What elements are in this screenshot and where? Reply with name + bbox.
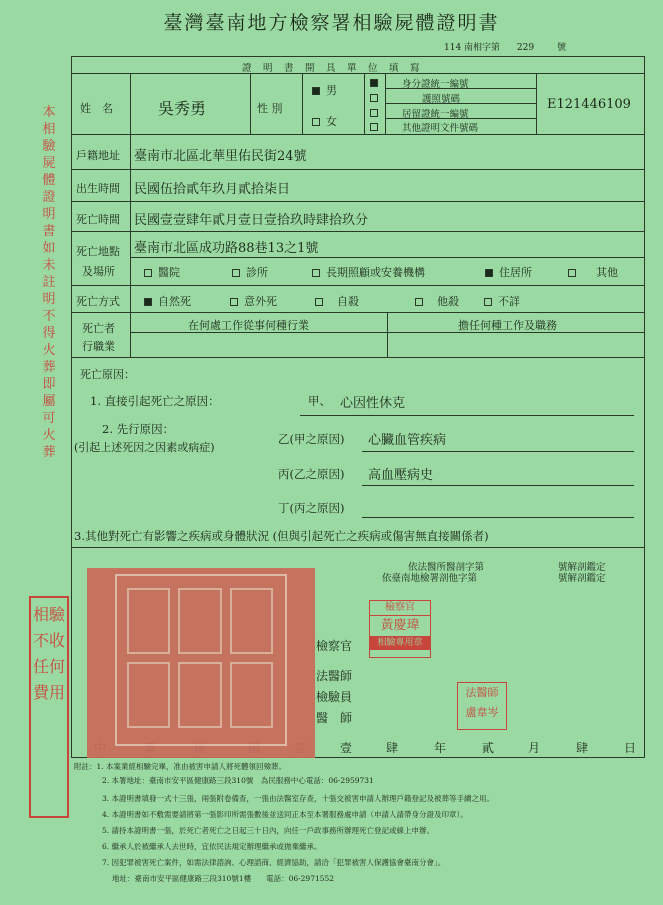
footnote-0: 附註：1. 本案業經相驗完畢，准由被害申請人將死體領回殮葬。 bbox=[74, 762, 287, 771]
mode-option-0-label: 自然死 bbox=[158, 295, 191, 308]
date-char: 肆 bbox=[576, 741, 589, 755]
doc-number-suffix: 號 bbox=[556, 43, 566, 53]
header-row: 證 明 書 開 具 單 位 填 寫 bbox=[242, 63, 421, 74]
death-time-value: 民國壹壹肆年貳月壹日壹拾玖時肆拾玖分 bbox=[134, 213, 369, 228]
mode-option-1-checkbox[interactable] bbox=[230, 298, 238, 306]
mode-option-1-label: 意外死 bbox=[244, 295, 277, 308]
id-type-label-2: 居留證統一編號 bbox=[402, 109, 469, 120]
female-checkbox[interactable] bbox=[312, 118, 320, 126]
date-char: 壹 bbox=[340, 741, 353, 755]
gender-female bbox=[312, 113, 337, 129]
official-examiner: 檢驗員 bbox=[316, 690, 353, 704]
occupation-label-2: 行職業 bbox=[82, 340, 115, 353]
mode-option-3-checkbox[interactable] bbox=[415, 298, 423, 306]
mode-option-suicide bbox=[315, 293, 359, 309]
date-char: 年 bbox=[434, 741, 447, 755]
date-char: 日 bbox=[624, 741, 637, 755]
id-type-3 bbox=[370, 121, 384, 132]
death-place-label: 死亡地點 bbox=[76, 245, 120, 258]
other-conditions: 3.其他對死亡有影響之疾病或身體狀況 (但與引起死亡之疾病或傷害無直接關係者) bbox=[74, 529, 489, 543]
mode-option-homicide bbox=[415, 293, 459, 309]
mode-option-2-checkbox[interactable] bbox=[315, 298, 323, 306]
place-option-1-label: 診所 bbox=[246, 266, 268, 279]
female-label: 女 bbox=[326, 115, 337, 128]
prosecutor-stamp bbox=[369, 600, 431, 658]
doc-number-value: 229 bbox=[516, 43, 535, 53]
id-number-value: E121446109 bbox=[547, 97, 631, 112]
place-option-home bbox=[485, 264, 532, 280]
death-time-label: 死亡時間 bbox=[76, 213, 120, 226]
antecedent-note: (引起上述死因之因素或病症) bbox=[74, 441, 215, 454]
name-label: 姓 名 bbox=[80, 102, 113, 115]
place-option-0-label: 醫院 bbox=[158, 266, 180, 279]
footnote-3: 4. 本證明書如不敷需要請將第一張影印所需張數後並送同正本至本署服務處申請（申請人請帶身分證及印章）。 bbox=[102, 810, 468, 819]
official-fm-doctor: 法醫師 bbox=[316, 669, 353, 683]
address-label: 戶籍地址 bbox=[76, 149, 120, 162]
autopsy-line-1-suffix: 號解剖鑑定 bbox=[558, 562, 606, 573]
cause-c-label: 丙(乙之原因) bbox=[278, 467, 345, 481]
cause-heading: 死亡原因： bbox=[80, 368, 135, 381]
place-option-0-checkbox[interactable] bbox=[144, 269, 152, 277]
autopsy-line-2-suffix: 號解剖鑑定 bbox=[558, 573, 606, 584]
death-place-value: 臺南市北區成功路88巷13之1號 bbox=[134, 241, 319, 256]
direct-cause-prefix: 甲、 bbox=[308, 394, 331, 408]
cause-b-label: 乙(甲之原因) bbox=[278, 432, 345, 446]
gender-label: 性 別 bbox=[257, 102, 283, 115]
id-type-2 bbox=[370, 107, 384, 118]
official-seal bbox=[87, 568, 315, 758]
footnote-1: 2. 本署地址：臺南市安平區健康路三段310號 為民服務中心電話：06-2959731 bbox=[102, 776, 374, 785]
id-type-label-3: 其他證明文件號碼 bbox=[402, 123, 479, 134]
date-char: 月 bbox=[528, 741, 541, 755]
prosecutor-stamp-name: 黃慶瑋 bbox=[380, 618, 420, 633]
cremation-side-note: 本相驗屍體證明書如未註明不得火葬即屬可火葬 bbox=[42, 105, 56, 460]
mode-option-4-checkbox[interactable] bbox=[484, 298, 492, 306]
direct-cause-label: 1. 直接引起死亡之原因： bbox=[90, 394, 220, 408]
mode-option-natural bbox=[144, 293, 191, 309]
id-type-3-checkbox[interactable] bbox=[370, 123, 378, 131]
antecedent-label: 2. 先行原因： bbox=[102, 422, 175, 436]
document-title: 臺灣臺南地方檢察署相驗屍體證明書 bbox=[163, 12, 500, 34]
place-option-hospital bbox=[144, 264, 180, 280]
prosecutor-stamp-footer: 相驗專用章 bbox=[370, 636, 430, 650]
place-option-other bbox=[568, 264, 618, 280]
cause-d-label: 丁(丙之原因) bbox=[278, 501, 345, 515]
footnote-6: 7. 因犯罪被害死亡案件，如需法律諮詢、心理諮商、經濟協助，請洽「犯罪被害人保護協會臺南分會」。 bbox=[102, 858, 446, 867]
id-type-label-0: 身分證統一編號 bbox=[402, 79, 469, 90]
footnote-7: 地址：臺南市安平區健康路三段310號1樓 電話：06-2971552 bbox=[112, 874, 335, 883]
autopsy-line-2: 依臺南地檢署剖他字第 bbox=[382, 573, 478, 584]
occupation-col-position: 擔任何種工作及職務 bbox=[458, 319, 557, 332]
footnote-2: 3. 本證明書填發一式十三張，兩張附卷備查，一張由法醫室存查，十張交被害申請人辦理戶籍登記及被葬等手續之用。 bbox=[102, 794, 495, 803]
id-type-0-checkbox[interactable] bbox=[370, 79, 378, 87]
occupation-label: 死亡者 bbox=[82, 322, 115, 335]
mode-option-4-label: 不詳 bbox=[498, 295, 520, 308]
cause-b-value: 心臟血管疾病 bbox=[368, 433, 447, 448]
place-option-2-label: 長期照顧或安養機構 bbox=[326, 266, 425, 279]
place-option-care bbox=[312, 264, 425, 280]
official-prosecutor: 檢察官 bbox=[316, 639, 353, 653]
birth-label: 出生時間 bbox=[76, 182, 120, 195]
cause-c-value: 高血壓病史 bbox=[368, 468, 434, 483]
male-checkbox[interactable] bbox=[312, 87, 320, 95]
id-type-2-checkbox[interactable] bbox=[370, 109, 378, 117]
direct-cause-value: 心因性休克 bbox=[340, 396, 406, 411]
doctor-stamp bbox=[457, 682, 507, 730]
death-mode-label: 死亡方式 bbox=[76, 295, 120, 308]
date-char: 肆 bbox=[386, 741, 399, 755]
place-option-1-checkbox[interactable] bbox=[232, 269, 240, 277]
name-value: 吳秀勇 bbox=[158, 99, 207, 118]
place-option-4-checkbox[interactable] bbox=[568, 269, 576, 277]
place-option-clinic bbox=[232, 264, 268, 280]
footnote-5: 6. 繼承人於被繼承人去世時，宜依民法規定辦理繼承或拋棄繼承。 bbox=[102, 842, 322, 851]
document-number bbox=[440, 40, 566, 53]
official-doctor: 醫 師 bbox=[316, 711, 353, 725]
mode-option-0-checkbox[interactable] bbox=[144, 298, 152, 306]
id-type-1 bbox=[370, 92, 384, 103]
place-option-4-label: 其他 bbox=[596, 266, 618, 279]
doctor-stamp-title: 法醫師 bbox=[465, 686, 499, 699]
male-label: 男 bbox=[326, 84, 337, 97]
gender-male bbox=[312, 82, 337, 98]
id-type-1-checkbox[interactable] bbox=[370, 94, 378, 102]
footnote-4: 5. 請持本證明書一張，於死亡者死亡之日起三十日內，向任一戶政事務所辦理死亡登記或線上申辦。 bbox=[102, 826, 435, 835]
date-char: 貳 bbox=[482, 741, 495, 755]
occupation-col-industry: 在何處工作從事何種行業 bbox=[188, 319, 309, 332]
mode-option-2-label: 自殺 bbox=[337, 295, 359, 308]
place-option-3-checkbox[interactable] bbox=[485, 269, 493, 277]
mode-option-accident bbox=[230, 293, 277, 309]
doc-number-prefix: 114 南相字第 bbox=[444, 43, 501, 53]
place-option-2-checkbox[interactable] bbox=[312, 269, 320, 277]
free-of-charge-stamp: 相驗不收任何費用 bbox=[29, 596, 69, 818]
place-option-3-label: 住居所 bbox=[499, 266, 532, 279]
autopsy-line-1: 依法醫所醫剖字第 bbox=[408, 562, 485, 573]
birth-value: 民國伍拾貳年玖月貳拾柒日 bbox=[134, 182, 291, 197]
mode-option-3-label: 他殺 bbox=[437, 295, 459, 308]
address-value: 臺南市北區北華里佑民街24號 bbox=[134, 149, 307, 164]
death-place-label-2: 及場所 bbox=[82, 265, 115, 278]
id-type-0 bbox=[370, 77, 384, 88]
id-type-label-1: 護照號碼 bbox=[422, 94, 461, 105]
prosecutor-stamp-title: 檢察官 bbox=[370, 601, 430, 616]
mode-option-unknown bbox=[484, 293, 520, 309]
doctor-stamp-name: 盧韋岑 bbox=[465, 706, 499, 719]
